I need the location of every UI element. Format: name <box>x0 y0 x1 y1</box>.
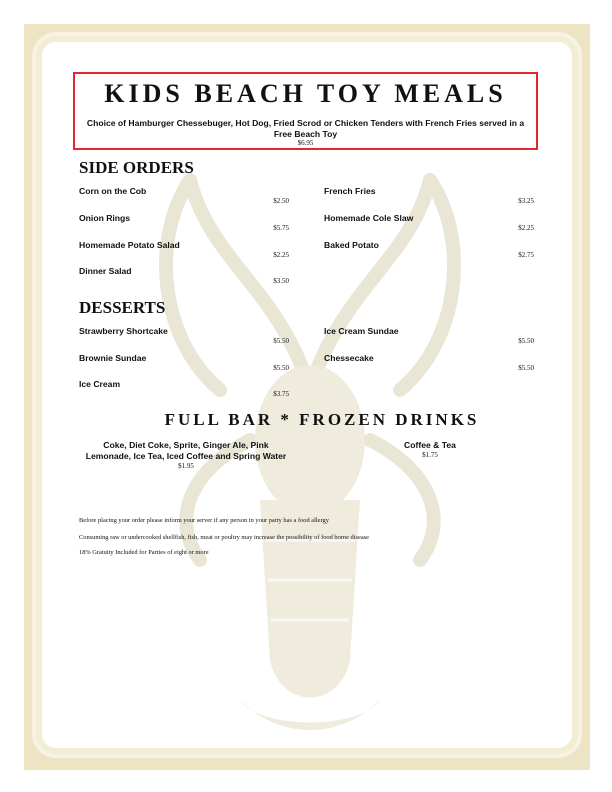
drink-name: Coffee & Tea <box>404 440 456 450</box>
item-price: $5.75 <box>273 224 289 232</box>
menu-item <box>79 240 289 266</box>
item-price: $3.50 <box>273 277 289 285</box>
kids-meals-description: Choice of Hamburger Chessebuger, Hot Dog, Fried Scrod or Chicken Tenders with French Fries served in a Free Beach Toy <box>86 118 525 139</box>
menu-item <box>324 240 534 266</box>
full-bar-title: FULL BAR * FROZEN DRINKS <box>164 410 480 429</box>
allergy-note: Before placing your order please inform your server if any person in your party has a food allergy <box>79 517 329 524</box>
item-name: Homemade Cole Slaw <box>324 213 414 223</box>
drink-item <box>82 440 290 470</box>
item-price: $3.25 <box>518 197 534 205</box>
menu-item <box>79 266 289 292</box>
item-price: $2.50 <box>273 197 289 205</box>
item-price: $5.50 <box>273 337 289 345</box>
item-price: $5.50 <box>518 364 534 372</box>
item-name: Strawberry Shortcake <box>79 326 168 336</box>
item-name: Ice Cream Sundae <box>324 326 399 336</box>
menu-item <box>79 186 289 212</box>
item-name: Baked Potato <box>324 240 379 250</box>
item-name: Chessecake <box>324 353 374 363</box>
menu-item <box>324 213 534 239</box>
item-name: Homemade Potato Salad <box>79 240 180 250</box>
side-orders-title: SIDE ORDERS <box>79 158 194 177</box>
kids-meals-price: $6.95 <box>297 139 314 147</box>
item-price: $2.25 <box>273 251 289 259</box>
item-name: French Fries <box>324 186 376 196</box>
drink-name: Coke, Diet Coke, Sprite, Ginger Ale, Pink Lemonade, Ice Tea, Iced Coffee and Spring Water <box>85 440 287 461</box>
item-price: $3.75 <box>273 390 289 398</box>
menu-item <box>324 326 534 352</box>
item-name: Onion Rings <box>79 213 131 223</box>
menu-item <box>79 379 289 405</box>
consumption-warning: Consuming raw or undercooked shellfish, fish, meat or poultry may increase the possibility of food borne disease <box>79 534 369 541</box>
item-price: $2.25 <box>518 224 534 232</box>
kids-meals-title: KIDS BEACH TOY MEALS <box>104 79 507 108</box>
menu-item <box>79 353 289 379</box>
item-name: Brownie Sundae <box>79 353 147 363</box>
menu-item <box>324 186 534 212</box>
item-price: $2.75 <box>518 251 534 259</box>
menu-item <box>324 353 534 379</box>
kids-meals-box <box>73 72 538 150</box>
gratuity-note: 18% Gratuity Included for Parties of eight or more <box>79 549 209 556</box>
desserts-title: DESSERTS <box>79 298 166 317</box>
menu-item <box>79 326 289 352</box>
item-name: Dinner Salad <box>79 266 132 276</box>
item-name: Ice Cream <box>79 379 121 389</box>
item-price: $5.50 <box>518 337 534 345</box>
menu-item <box>79 213 289 239</box>
drink-item <box>360 440 500 459</box>
item-name: Corn on the Cob <box>79 186 147 196</box>
item-price: $5.50 <box>273 364 289 372</box>
drink-price: $1.75 <box>422 451 438 459</box>
drink-price: $1.95 <box>178 462 194 470</box>
